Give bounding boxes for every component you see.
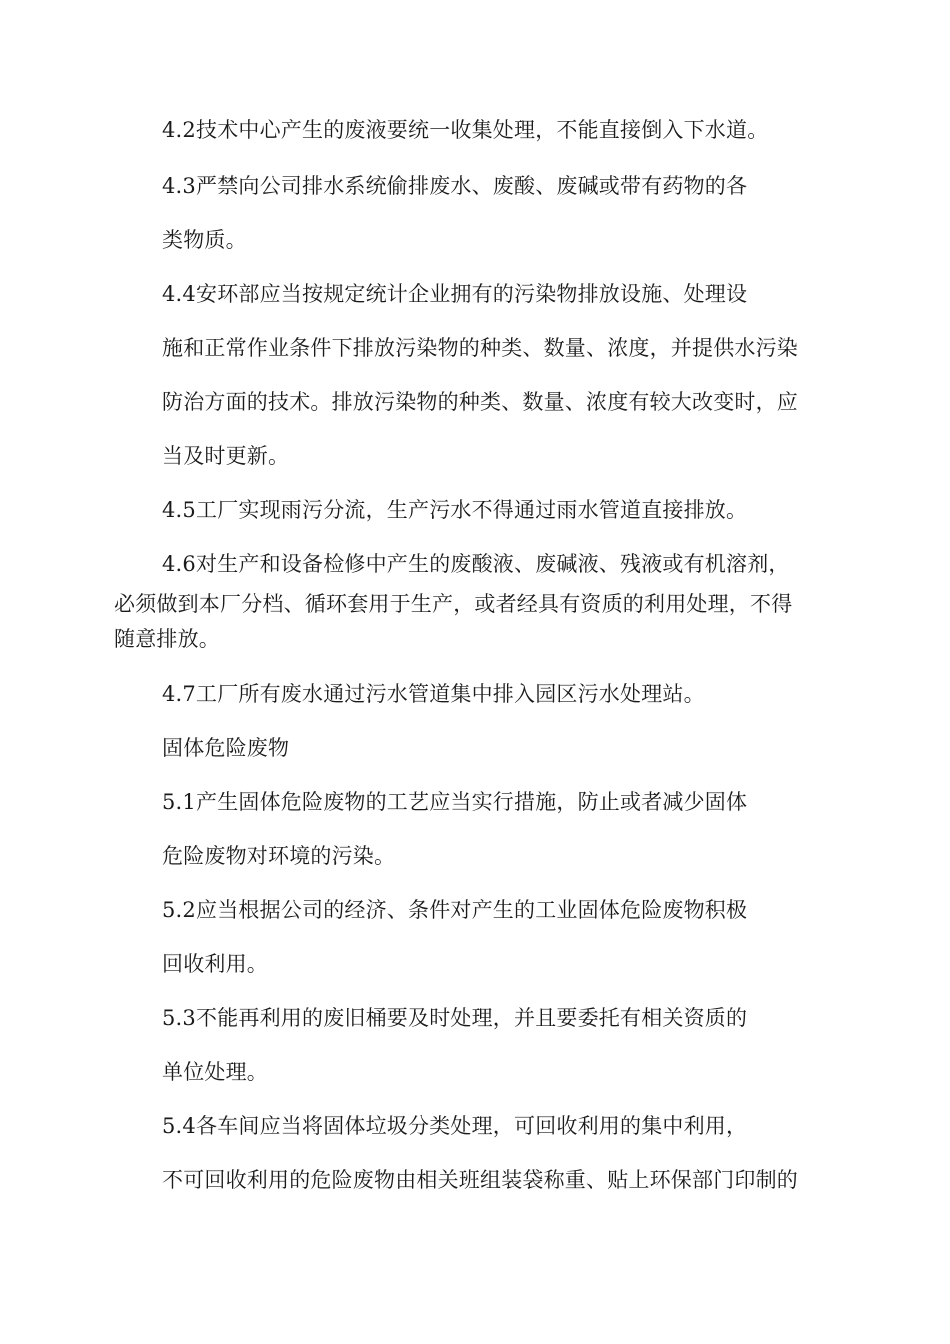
text-line-4-3: 4.3严禁向公司排水系统偷排废水、废酸、废碱或带有药物的各 <box>162 174 748 198</box>
text-line-5-3-cont: 单位处理。 <box>162 1060 268 1084</box>
text-line-5-1: 5.1产生固体危险废物的工艺应当实行措施，防止或者减少固体 <box>162 790 748 814</box>
text-line-4-4-cont-3: 当及时更新。 <box>162 444 290 468</box>
text-line-4-6-cont-1: 必须做到本厂分档、循环套用于生产，或者经具有资质的利用处理，不得 <box>114 592 793 616</box>
text-line-5-2: 5.2应当根据公司的经济、条件对产生的工业固体危险废物积极 <box>162 898 748 922</box>
text-line-4-5: 4.5工厂实现雨污分流，生产污水不得通过雨水管道直接排放。 <box>162 498 748 522</box>
text-line-4-3-cont: 类物质。 <box>162 228 247 252</box>
text-line-4-7: 4.7工厂所有废水通过污水管道集中排入园区污水处理站。 <box>162 682 705 706</box>
text-line-4-6-cont-2: 随意排放。 <box>114 627 220 651</box>
text-line-4-4-cont-1: 施和正常作业条件下排放污染物的种类、数量、浓度，并提供水污染 <box>162 336 798 360</box>
text-line-5-4: 5.4各车间应当将固体垃圾分类处理，可回收利用的集中利用， <box>162 1114 748 1138</box>
text-line-4-6: 4.6对生产和设备检修中产生的废酸液、废碱液、残液或有机溶剂， <box>162 552 790 576</box>
section-heading: 固体危险废物 <box>162 736 290 760</box>
text-line-5-3: 5.3不能再利用的废旧桶要及时处理，并且要委托有相关资质的 <box>162 1006 748 1030</box>
text-line-5-1-cont: 危险废物对环境的污染。 <box>162 844 396 868</box>
text-line-4-2: 4.2技术中心产生的废液要统一收集处理，不能直接倒入下水道。 <box>162 118 769 142</box>
text-line-5-4-cont: 不可回收利用的危险废物由相关班组装袋称重、贴上环保部门印制的 <box>162 1168 798 1192</box>
text-line-4-4: 4.4安环部应当按规定统计企业拥有的污染物排放设施、处理设 <box>162 282 748 306</box>
text-line-5-2-cont: 回收利用。 <box>162 952 268 976</box>
text-line-4-4-cont-2: 防治方面的技术。排放污染物的种类、数量、浓度有较大改变时，应 <box>162 390 798 414</box>
